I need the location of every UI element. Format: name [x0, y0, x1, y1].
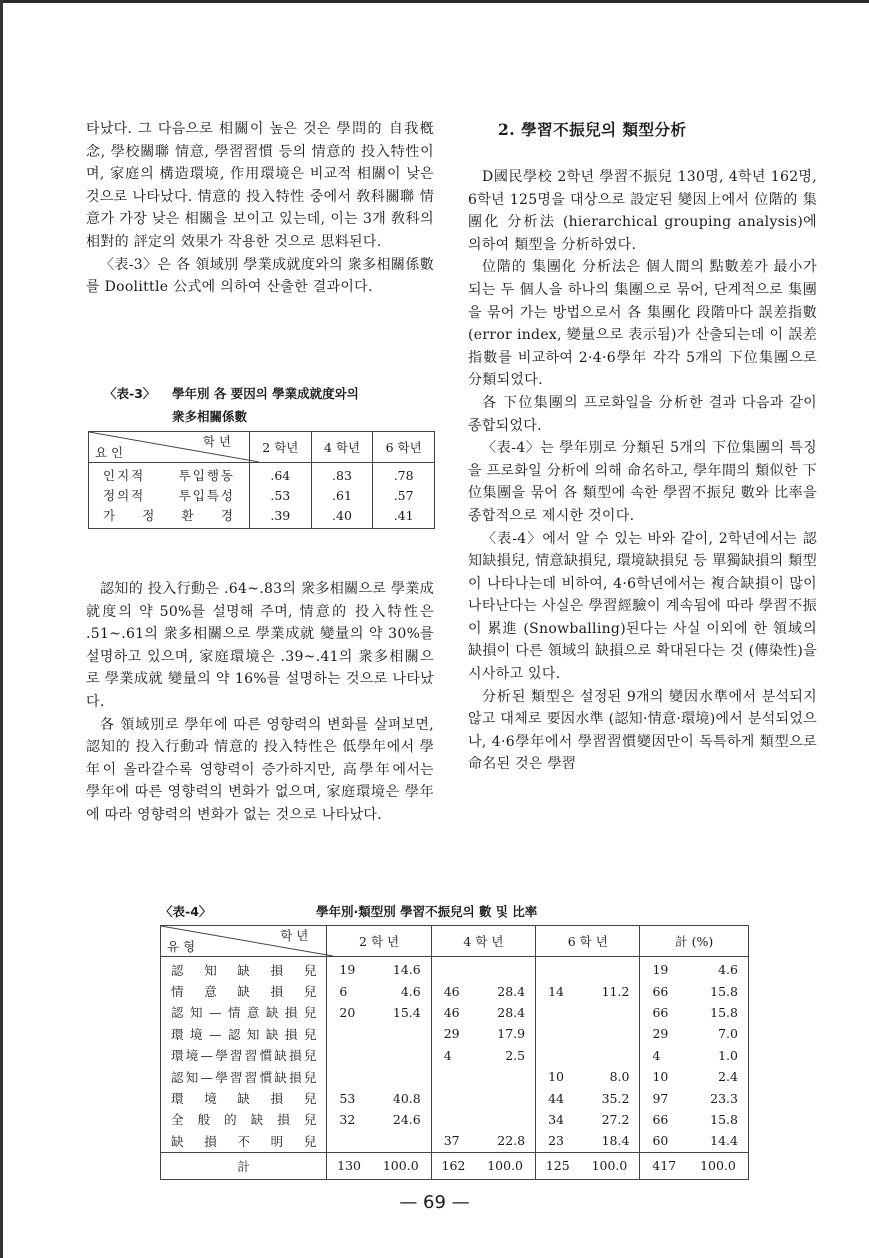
cell: 19	[640, 957, 688, 981]
cell: 23	[536, 1130, 580, 1152]
table-total-row	[161, 1152, 749, 1179]
cell: 37	[431, 1130, 475, 1152]
cell	[371, 1130, 431, 1152]
cell	[371, 1023, 431, 1044]
table4-caption-title: 學年別·類型別 學習不振兒의 數 및 比率	[316, 904, 538, 919]
cell	[580, 1023, 640, 1044]
cell: 10	[536, 1066, 580, 1087]
cell	[327, 1023, 371, 1044]
cell: 40.8	[371, 1087, 431, 1108]
cell: 100.0	[371, 1152, 431, 1179]
cell: 66	[640, 980, 688, 1001]
cell	[536, 1045, 580, 1066]
cell: 66	[640, 1002, 688, 1023]
cell: 24.6	[371, 1109, 431, 1130]
table-row	[89, 463, 435, 486]
cell: 60	[640, 1130, 688, 1152]
cell	[536, 1023, 580, 1044]
cell: 18.4	[580, 1130, 640, 1152]
row-label: 인지적 투입행동	[89, 463, 250, 486]
cell: 28.4	[475, 1002, 535, 1023]
cell: 66	[640, 1109, 688, 1130]
cell: 125	[536, 1152, 580, 1179]
cell: 23.3	[688, 1087, 749, 1108]
right-column	[468, 166, 817, 776]
cell: 7.0	[688, 1023, 749, 1044]
paragraph: 〈表-3〉은 各 領域別 學業成就度와의 衆多相關係數를 Doolittle 公式에 의하여 산출한 결과이다.	[86, 256, 434, 296]
paragraph: 各 領域別로 學年에 따른 영향력의 변화를 살펴보면, 認知的 投入行動과 情意的 投入特性은 低學年에서 學年이 올라갈수록 영향력이 증가하지만, 高學年에서는 學年에 따른 영향력의 변화가 없으며, 家庭環境은 學年에 따라 영향력의 변화가 없는 것으로 나타났다.	[86, 716, 434, 823]
row-label: 環境—認知缺損兒	[161, 1023, 327, 1044]
top-border	[0, 0, 869, 3]
cell	[536, 957, 580, 981]
cell: 28.4	[475, 980, 535, 1001]
cell: 14	[536, 980, 580, 1001]
section-title: 2. 學習不振兒의 類型分析	[498, 120, 687, 139]
paragraph: 分析된 類型은 설정된 9개의 變因水準에서 분석되지 않고 대체로 要因水準 (認知·情意·環境)에서 분석되었으나, 4·6學年에서 學習習慣變因만이 독특하게 類型으로 命名된 것은 學習	[468, 688, 817, 773]
cell: .53	[250, 485, 312, 505]
table-row	[89, 485, 435, 505]
paragraph: 各 下位集團의 프로화일을 分析한 결과 다음과 같이 종합되었다.	[468, 394, 817, 434]
table4-column-header: 2 학 년	[327, 926, 431, 957]
cell: 4.6	[371, 980, 431, 1001]
cell	[371, 1066, 431, 1087]
table-row	[161, 1023, 749, 1044]
table3-column-header: 4 학년	[311, 432, 373, 463]
row-label: 가 정 환 경	[89, 505, 250, 529]
cell: 32	[327, 1109, 371, 1130]
cell: 14.6	[371, 957, 431, 981]
cell: .57	[373, 485, 435, 505]
cell: .39	[250, 505, 312, 529]
cell: 2.5	[475, 1045, 535, 1066]
cell	[431, 1087, 475, 1108]
table-row	[161, 980, 749, 1001]
cell: 15.4	[371, 1002, 431, 1023]
table3-corner-top: 학 년	[202, 434, 231, 449]
cell: 35.2	[580, 1087, 640, 1108]
cell: 19	[327, 957, 371, 981]
cell	[327, 1066, 371, 1087]
left-column-bottom	[86, 578, 434, 827]
left-column-top	[86, 118, 434, 299]
table3-column-header: 6 학년	[373, 432, 435, 463]
cell: .41	[373, 505, 435, 529]
cell	[431, 1109, 475, 1130]
table4-column-header: 4 학 년	[431, 926, 535, 957]
cell: 1.0	[688, 1045, 749, 1066]
cell	[475, 1066, 535, 1087]
row-label: 全 般 的 缺 損 兒	[161, 1109, 327, 1130]
cell: 27.2	[580, 1109, 640, 1130]
paragraph: 位階的 集團化 分析法은 個人間의 點數差가 最小가 되는 두 個人을 하나의 集團으로 묶어, 단계적으로 集團을 묶어 가는 방법으로서 各 集團化 段階마다 誤差指數 (error index, 變量으로 表示됨)가 산출되는데 이 誤差指數를 비교하여 2·4·6學年 각각 5개의 下位集團으로 分類되었다.	[468, 259, 817, 389]
cell: .40	[311, 505, 373, 529]
cell: 10	[640, 1066, 688, 1087]
cell: 44	[536, 1087, 580, 1108]
cell: 4	[431, 1045, 475, 1066]
table4-caption-number: 〈表-4〉	[160, 904, 212, 919]
table4-corner-bottom: 유 형	[167, 939, 196, 954]
table-row	[161, 1045, 749, 1066]
table4	[160, 925, 749, 1180]
table3-caption-number: 〈表-3〉	[104, 386, 156, 401]
cell: 130	[327, 1152, 371, 1179]
paragraph: 認知的 投入行動은 .64~.83의 衆多相關으로 學業成就度의 약 50%를 설명해 주며, 情意的 投入特性은 .51~.61의 衆多相關으로 學業成就 變量의 약 30%를 설명하고 있으며, 家庭環境은 .39~.41의 衆多相關으로 學業成就 變量의 약 16%를 설명하는 것으로 나타났다.	[86, 581, 434, 710]
cell: 15.8	[688, 980, 749, 1001]
cell: .83	[311, 463, 373, 486]
cell	[475, 957, 535, 981]
cell: 8.0	[580, 1066, 640, 1087]
table-row	[161, 957, 749, 981]
table-row	[161, 1066, 749, 1087]
cell	[536, 1002, 580, 1023]
cell	[580, 1002, 640, 1023]
row-label: 環 境 缺 損 兒	[161, 1087, 327, 1108]
row-label: 정의적 투입특성	[89, 485, 250, 505]
cell: 53	[327, 1087, 371, 1108]
cell: 29	[640, 1023, 688, 1044]
cell	[431, 957, 475, 981]
cell: 100.0	[475, 1152, 535, 1179]
cell: 15.8	[688, 1109, 749, 1130]
cell: 417	[640, 1152, 688, 1179]
paragraph: D國民學校 2학년 學習不振兒 130명, 4학년 162명, 6학년 125명을 대상으로 設定된 變因上에서 位階的 集團化 分析法 (hierarchical grouping analysis)에 의하여 類型을 分析하였다.	[468, 169, 817, 253]
cell	[475, 1109, 535, 1130]
cell	[475, 1087, 535, 1108]
cell: 4.6	[688, 957, 749, 981]
table4-corner-top: 학 년	[280, 928, 309, 943]
cell: 162	[431, 1152, 475, 1179]
table3-corner-cell	[89, 432, 250, 463]
cell: 6	[327, 980, 371, 1001]
total-label: 計	[161, 1152, 327, 1179]
cell	[371, 1045, 431, 1066]
table3-caption-line1: 學年別 各 要因의 學業成就度와의	[172, 386, 359, 401]
paragraph: 〈表-4〉는 學年別로 分類된 5개의 下位集團의 특징을 프로화일 分析에 의해 命名하고, 學年間의 類似한 下位集團을 묶어 各 類型에 속한 學習不振兒 數와 比率을 종합적으로 제시한 것이다.	[468, 440, 817, 524]
cell: 97	[640, 1087, 688, 1108]
table3-corner-bottom: 요 인	[95, 445, 124, 460]
cell	[327, 1045, 371, 1066]
cell: 46	[431, 1002, 475, 1023]
cell: 46	[431, 980, 475, 1001]
cell: 11.2	[580, 980, 640, 1001]
table-row	[161, 1087, 749, 1108]
row-label: 缺 損 不 明 兒	[161, 1130, 327, 1152]
row-label: 認知—學習習慣缺損兒	[161, 1066, 327, 1087]
table4-body	[161, 957, 749, 1153]
cell: 22.8	[475, 1130, 535, 1152]
cell: 100.0	[688, 1152, 749, 1179]
cell	[580, 1045, 640, 1066]
cell: 4	[640, 1045, 688, 1066]
cell	[327, 1130, 371, 1152]
paragraph: 〈表-4〉에서 알 수 있는 바와 같이, 2학년에서는 認知缺損兒, 情意缺損兒, 環境缺損兒 등 單獨缺損의 類型이 나타나는데 비하여, 4·6학년에서는 複合缺損이 많이 나타난다는 사실은 學習經驗이 계속됨에 따라 學習不振이 累進 (Snowballing)된다는 사실 이외에 한 領域의 缺損이 다른 領域의 缺損으로 확대된다는 것 (傳染性)을 시사하고 있다.	[468, 530, 817, 683]
row-label: 環境—學習習慣缺損兒	[161, 1045, 327, 1066]
cell: .64	[250, 463, 312, 486]
cell	[431, 1066, 475, 1087]
table3-column-header: 2 학년	[250, 432, 312, 463]
table-row	[161, 1130, 749, 1152]
cell: .61	[311, 485, 373, 505]
cell: 15.8	[688, 1002, 749, 1023]
cell: 29	[431, 1023, 475, 1044]
row-label: 情 意 缺 損 兒	[161, 980, 327, 1001]
row-label: 認 知 缺 損 兒	[161, 957, 327, 981]
cell: 100.0	[580, 1152, 640, 1179]
cell: .78	[373, 463, 435, 486]
table3-caption-line2: 衆多相關係數	[172, 409, 248, 424]
cell: 34	[536, 1109, 580, 1130]
table4-corner-cell	[161, 926, 327, 957]
table3	[88, 431, 435, 529]
table4-column-header: 6 학 년	[536, 926, 640, 957]
table4-column-header: 計 (%)	[640, 926, 749, 957]
table-row	[161, 1002, 749, 1023]
table-row	[89, 505, 435, 529]
cell	[580, 957, 640, 981]
table-row	[161, 1109, 749, 1130]
cell: 20	[327, 1002, 371, 1023]
row-label: 認知—情意缺損兒	[161, 1002, 327, 1023]
paragraph: 타났다. 그 다음으로 相關이 높은 것은 學問的 自我槪念, 學校關聯 情意, 學習習慣 등의 情意的 投入特性이며, 家庭의 構造環境, 作用環境은 비교적 相關이 낮은 것으로 나타났다. 情意的 投入特性 중에서 敎科關聯 情意가 가장 낮은 相關을 보이고 있는데, 이는 3개 敎科의 相對的 評定의 效果가 작용한 것으로 思料된다.	[86, 121, 434, 250]
page-number: — 69 —	[399, 1192, 470, 1213]
cell: 14.4	[688, 1130, 749, 1152]
cell: 17.9	[475, 1023, 535, 1044]
cell: 2.4	[688, 1066, 749, 1087]
left-border	[0, 0, 3, 1258]
